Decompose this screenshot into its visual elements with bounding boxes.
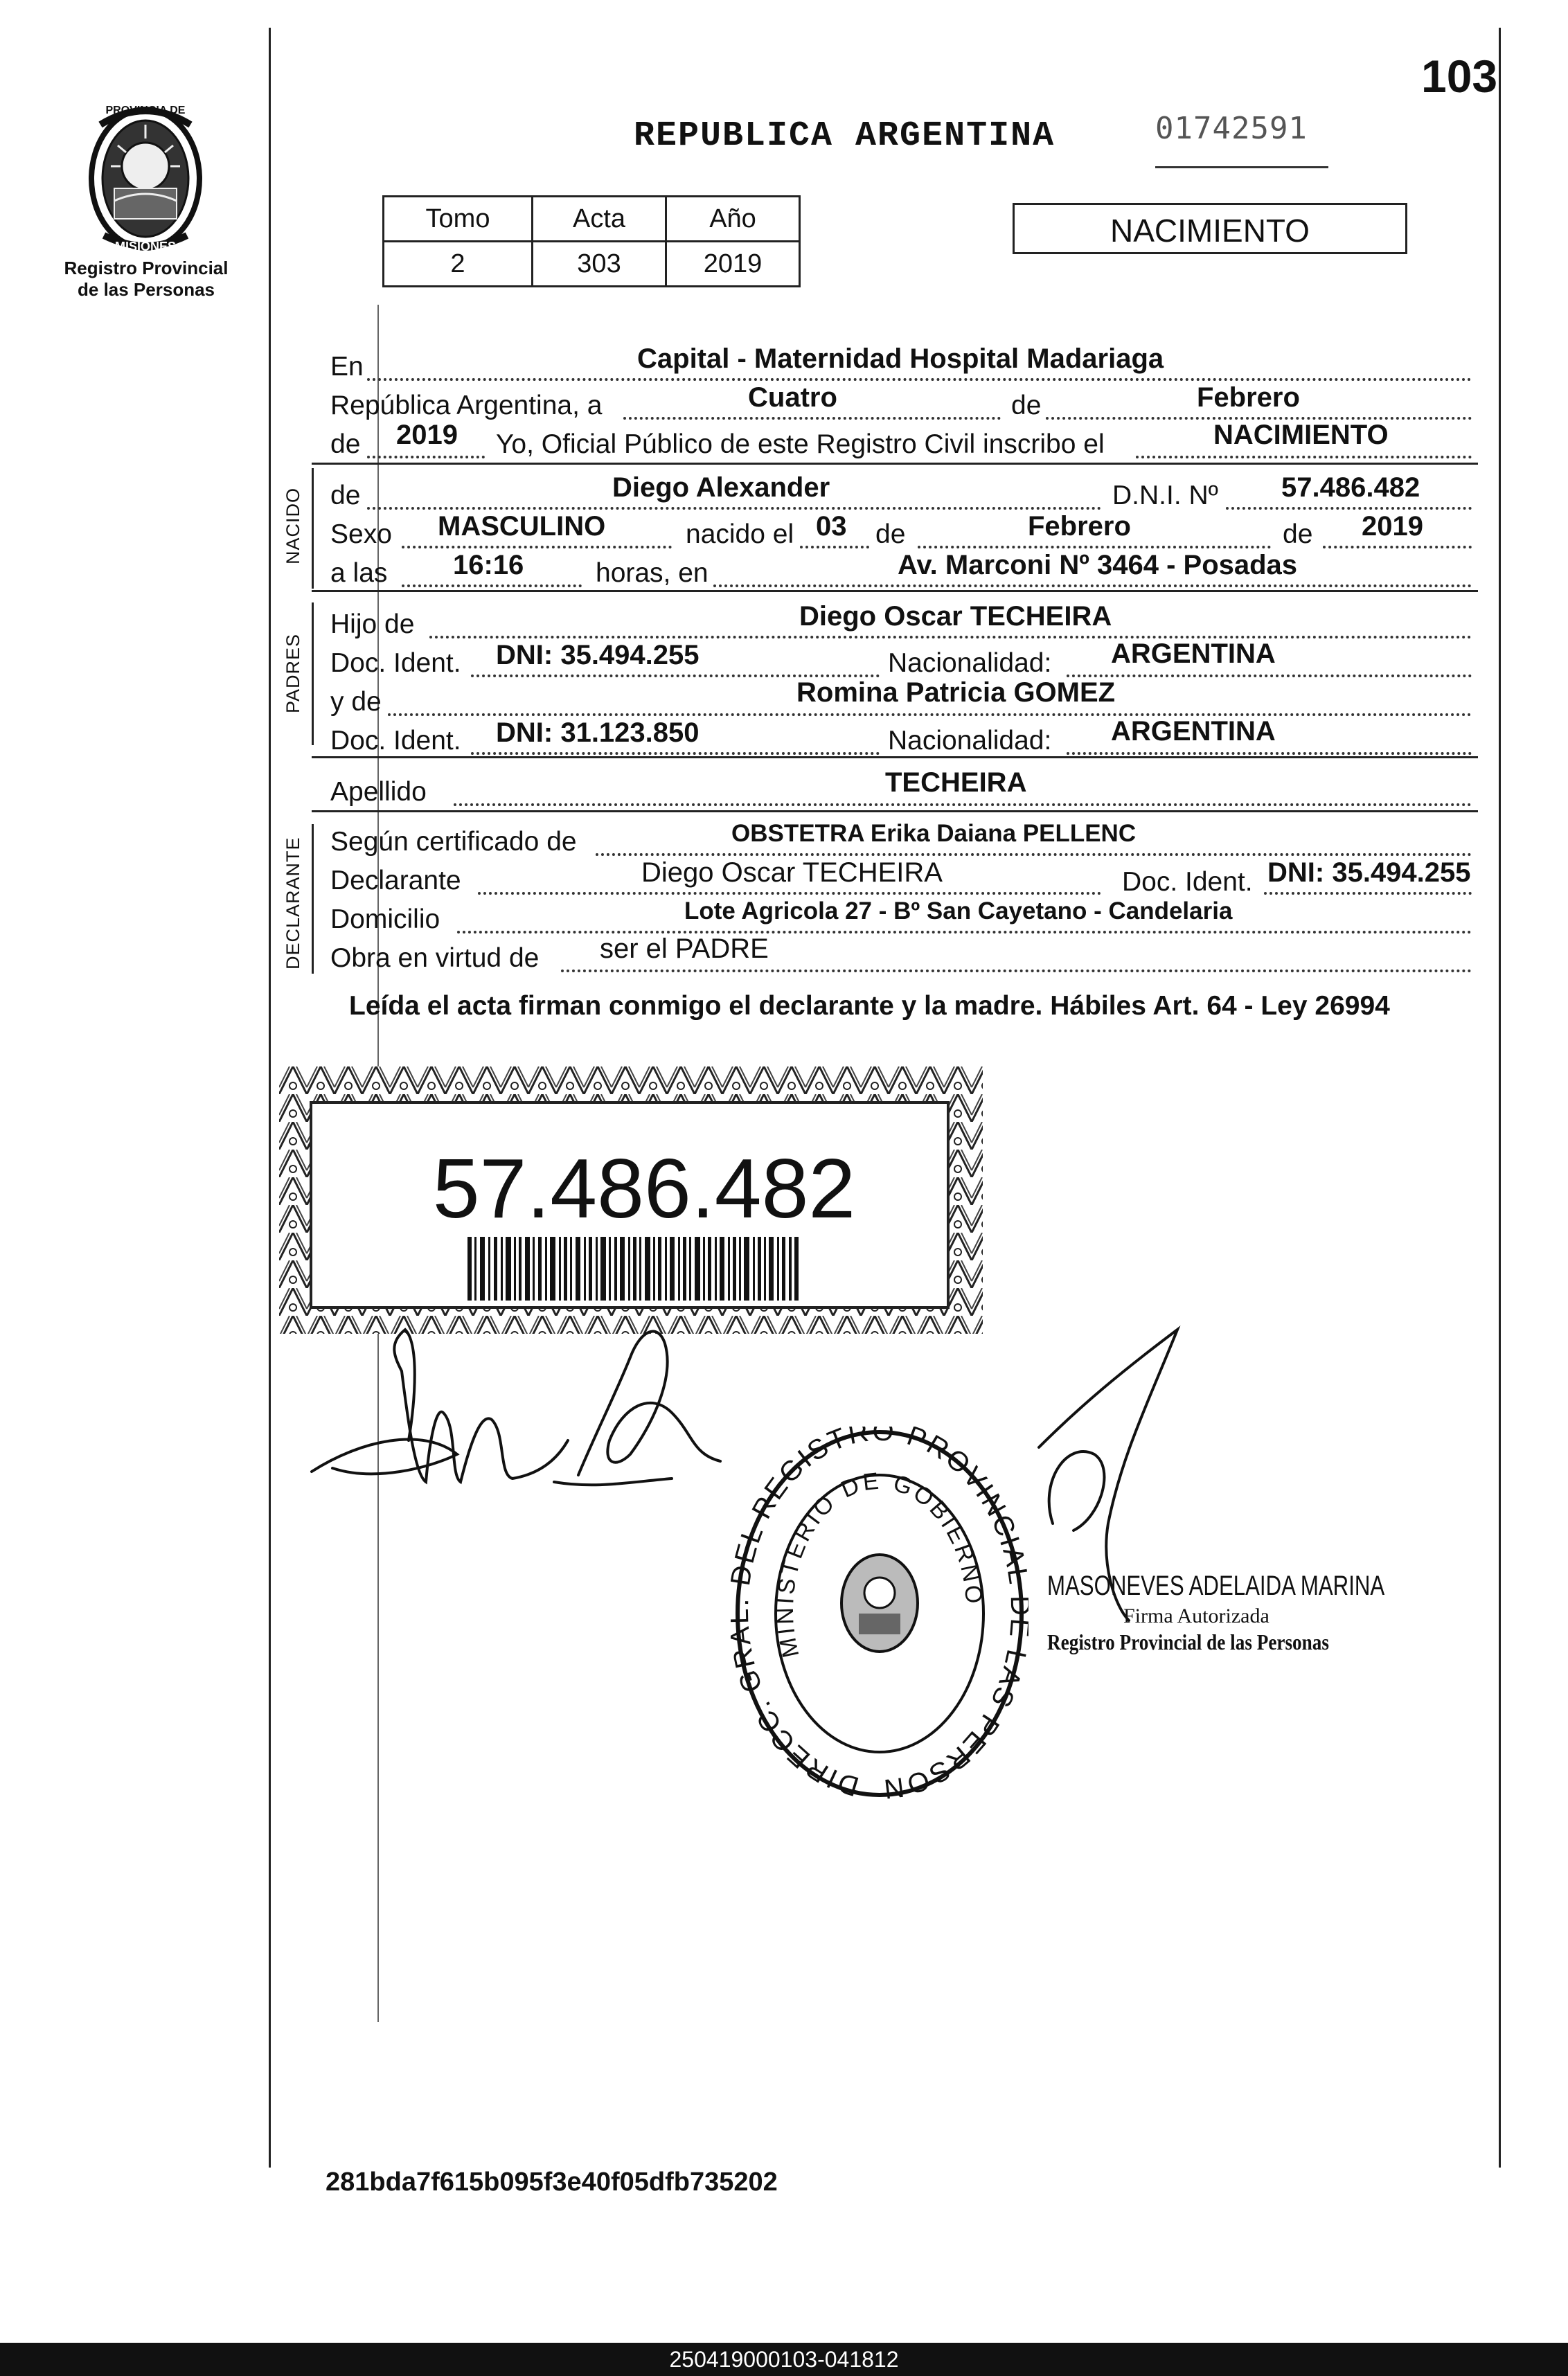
anio-value: 2019 (666, 242, 800, 287)
left-margin-line (269, 28, 271, 2168)
tomo-header: Tomo (384, 197, 533, 242)
misiones-coat-of-arms-logo (76, 97, 215, 256)
svg-text:MISIONES: MISIONES (114, 240, 177, 253)
right-margin-line (1499, 28, 1501, 2168)
acta-header: Acta (533, 197, 666, 242)
a-las-label: a las (330, 558, 388, 588)
dni-sticker (279, 1066, 983, 1334)
page-number: 103 (1421, 51, 1498, 102)
mother-name: Romina Patricia GOMEZ (796, 677, 1116, 708)
yo-text: Yo, Oficial Público de este Registro Civil inscribo el (496, 429, 1105, 459)
tomo-value: 2 (384, 242, 533, 287)
declarant-address: Lote Agricola 27 - Bº San Cayetano - Candelaria (684, 897, 1233, 925)
declarante-label: Declarante (330, 866, 461, 895)
acta-value: 303 (533, 242, 666, 287)
footer-code: 250419000103-041812 (669, 2347, 899, 2372)
horas-en-label: horas, en (596, 558, 709, 588)
child-sex: MASCULINO (438, 511, 606, 542)
divider (312, 810, 1478, 812)
day-in-words: Cuatro (748, 382, 837, 413)
doc-ident-label: Doc. Ident. (330, 648, 461, 678)
divider (312, 756, 1478, 758)
birth-month: Febrero (1028, 511, 1131, 542)
doc-ident-label: Doc. Ident. (1122, 867, 1253, 897)
logo-caption-line1: Registro Provincial (64, 258, 229, 278)
declarant-role: ser el PADRE (600, 934, 769, 964)
child-name: Diego Alexander (612, 472, 830, 503)
divider (312, 463, 1478, 465)
signatory-name: MASONEVES ADELAIDA MARINA (1047, 1571, 1385, 1601)
birth-address: Av. Marconi Nº 3464 - Posadas (898, 550, 1298, 580)
nacido-el-label: nacido el (686, 519, 794, 549)
father-nationality: ARGENTINA (1111, 638, 1276, 669)
declarant-name: Diego Oscar TECHEIRA (641, 857, 943, 888)
surname: TECHEIRA (885, 767, 1027, 798)
de-label: de (330, 481, 361, 510)
nacionalidad-label: Nacionalidad: (888, 648, 1052, 678)
country-title: REPUBLICA ARGENTINA (634, 116, 1055, 156)
en-label: En (330, 352, 364, 382)
padres-bracket (312, 602, 314, 745)
padres-section-label: PADRES (283, 633, 303, 713)
document-hash: 281bda7f615b095f3e40f05dfb735202 (326, 2168, 778, 2197)
nacionalidad-label: Nacionalidad: (888, 726, 1052, 756)
doc-ident-label: Doc. Ident. (330, 726, 461, 756)
de-label: de (330, 429, 361, 459)
registration-year: 2019 (396, 420, 458, 450)
dni-sticker-number: 57.486.482 (432, 1141, 856, 1235)
logo-caption-line2: de las Personas (78, 279, 215, 300)
de-label: de (875, 519, 906, 549)
event-type: NACIMIENTO (1213, 420, 1389, 450)
mother-nationality: ARGENTINA (1111, 716, 1276, 747)
declarant-doc: DNI: 35.494.255 (1267, 857, 1471, 888)
y-de-label: y de (330, 687, 382, 717)
declarante-section-label: DECLARANTE (283, 837, 303, 970)
certificate-issuer: OBSTETRA Erika Daiana PELLENC (731, 820, 1137, 847)
birth-place: Capital - Maternidad Hospital Madariaga (637, 343, 1164, 374)
serial-underline (1155, 166, 1328, 168)
registry-table (382, 195, 801, 287)
registry-table-header-row (384, 197, 800, 242)
hijo-de-label: Hijo de (330, 609, 415, 639)
apellido-label: Apellido (330, 777, 427, 807)
nacido-bracket (312, 468, 314, 589)
republica-label: República Argentina, a (330, 391, 603, 420)
declarante-bracket (312, 824, 314, 974)
svg-text:MINISTERIO DE GOBIERNO: MINISTERIO DE GOBIERNO (772, 1467, 988, 1660)
document-type-box: NACIMIENTO (1013, 203, 1407, 254)
official-stamp (731, 1427, 1028, 1801)
svg-text:PROVINCIA DE: PROVINCIA DE (105, 105, 186, 116)
svg-text:DIRECC. GRAL. DEL REGISTRO PRO: DIRECC. G EL REGISTRO PROVINCIA LAS PERSON (731, 1427, 1028, 1801)
mother-doc: DNI: 31.123.850 (496, 717, 700, 748)
dni-label: D.N.I. Nº (1112, 481, 1218, 510)
domicilio-label: Domicilio (330, 904, 440, 934)
birth-year: 2019 (1362, 511, 1423, 542)
de-label: de (1283, 519, 1313, 549)
de-label: de (1011, 391, 1042, 420)
signatory-office: Registro Provincial de las Personas (1047, 1629, 1329, 1654)
birth-day: 03 (816, 511, 847, 542)
sexo-label: Sexo (330, 519, 392, 549)
signatory-role: Firma Autorizada (1123, 1605, 1269, 1627)
father-name: Diego Oscar TECHEIRA (799, 601, 1112, 632)
registration-month: Febrero (1197, 382, 1300, 413)
authorized-signature-block (1047, 1571, 1480, 1655)
obra-label: Obra en virtud de (330, 943, 540, 973)
registry-table-value-row (384, 242, 800, 287)
serial-number: 01742591 (1155, 111, 1308, 146)
anio-header: Año (666, 197, 800, 242)
birth-time: 16:16 (453, 550, 524, 580)
father-doc: DNI: 35.494.255 (496, 640, 700, 670)
certificado-label: Según certificado de (330, 827, 577, 857)
closing-statement: Leída el acta firman conmigo el declarante y la madre. Hábiles Art. 64 - Ley 26994 (349, 991, 1390, 1021)
child-dni: 57.486.482 (1281, 472, 1420, 503)
divider (312, 590, 1478, 592)
dotted-line (1264, 864, 1472, 895)
logo-caption (55, 258, 237, 301)
nacido-section-label: NACIDO (283, 487, 303, 564)
